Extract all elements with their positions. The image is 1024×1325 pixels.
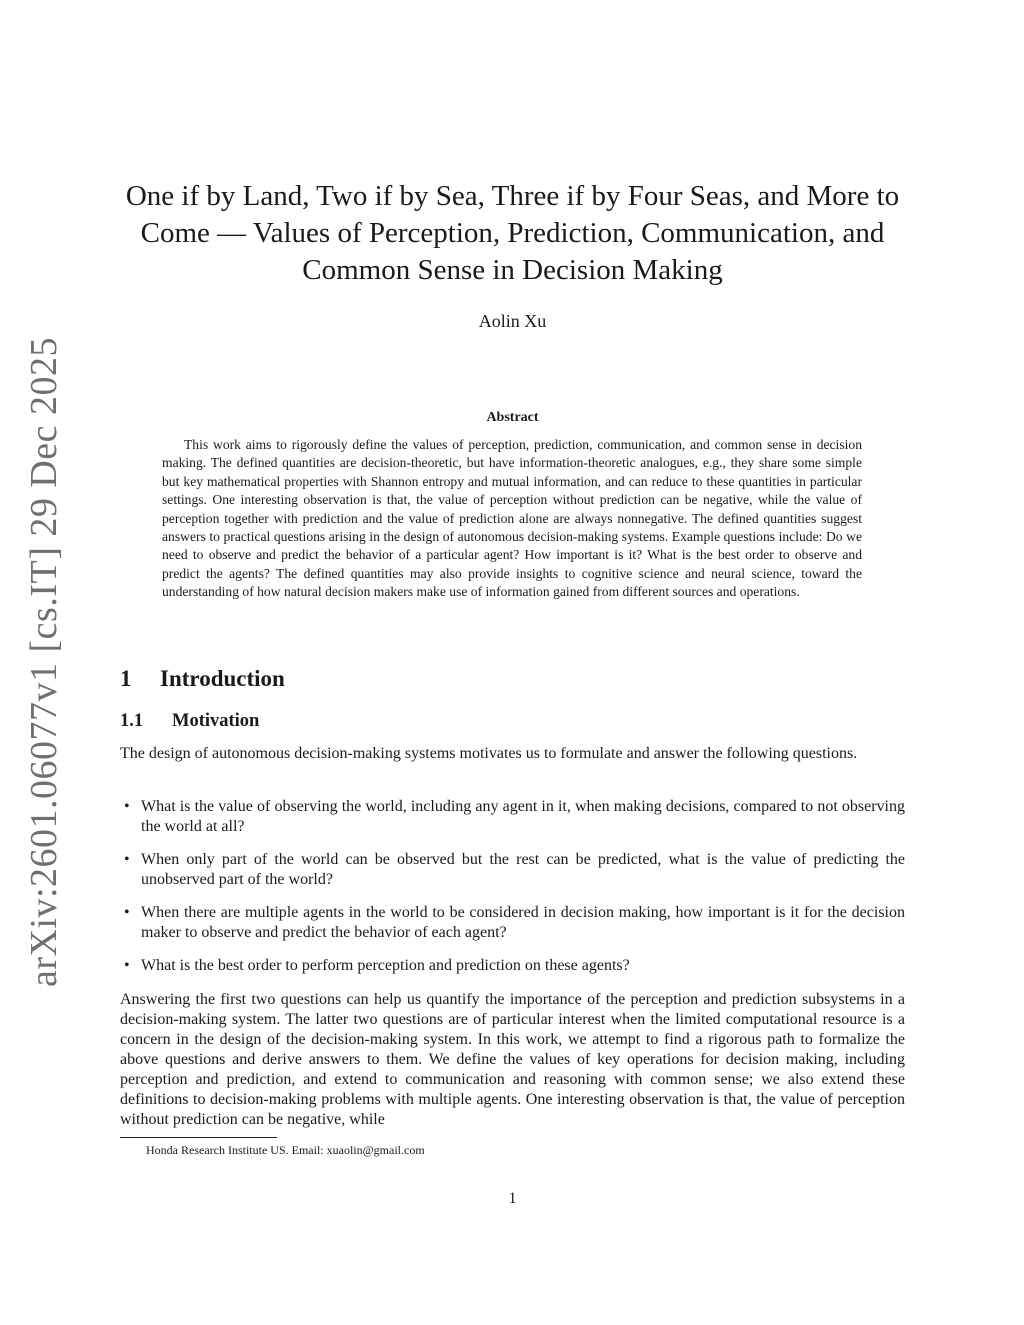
list-item-text: What is the value of observing the world, including any agent in it, when making decisions, compared to not observing the world at all? [141, 798, 905, 835]
section-title: Introduction [160, 666, 285, 691]
subsection-title: Motivation [172, 711, 260, 731]
list-item-text: What is the best order to perform perception and prediction on these agents? [141, 957, 630, 974]
list-item-text: When there are multiple agents in the world to be considered in decision making, how important is it for the decision maker to observe and predict the behavior of each agent? [141, 904, 905, 941]
list-item [120, 903, 905, 943]
bullet-icon: • [124, 851, 130, 868]
list-item [120, 956, 905, 976]
abstract-text: This work aims to rigorously define the values of perception, prediction, communication, and common sense in decision making. The defined quantities are decision-theoretic, but have information-theoretic analogues, e.g., they share some simple but key mathematical properties with Shannon entropy and mutual information, and can reduce to these quantities in particular settings. One interesting observation is that, the value of perception without prediction can be negative, while the value of perception together with prediction and the value of prediction alone are always nonnegative. The defined quantities suggest answers to practical questions arising in the design of autonomous decision-making systems. Example questions include: Do we need to observe and predict the behavior of a particular agent? How important is it? What is the best order to observe and predict the agents? The defined quantities may also provide insights to cognitive science and neural science, toward the understanding of how natural decision makers make use of information gained from different sources and operations. [162, 437, 862, 600]
list-item [120, 850, 905, 890]
footnote-divider [120, 1137, 277, 1138]
section-heading [120, 666, 285, 692]
bullet-icon: • [124, 957, 130, 974]
section-number: 1 [120, 666, 132, 691]
page-number: 1 [508, 1190, 517, 1207]
arxiv-identifier: arXiv:2601.06077v1 [cs.IT] 29 Dec 2025 [23, 336, 65, 988]
question-list [120, 797, 905, 989]
footnote: Honda Research Institute US. Email: xuaolin@gmail.com [146, 1143, 425, 1157]
list-item [120, 797, 905, 837]
author-name: Aolin Xu [478, 311, 547, 331]
bullet-icon: • [124, 904, 130, 921]
intro-paragraph: The design of autonomous decision-making systems motivates us to formulate and answer the following questions. [120, 745, 858, 762]
list-item-text: When only part of the world can be observed but the rest can be predicted, what is the value of predicting the unobserved part of the world? [141, 851, 905, 888]
abstract-heading: Abstract [486, 410, 539, 425]
paper-title: One if by Land, Two if by Sea, Three if by Four Seas, and More to Come — Values of Perception, Prediction, Communication, and Common Sense in Decision Making [125, 180, 900, 286]
subsection-heading [120, 711, 259, 732]
subsection-number: 1.1 [120, 711, 144, 731]
bullet-icon: • [124, 798, 130, 815]
answer-paragraph: Answering the first two questions can help us quantify the importance of the perception and prediction subsystems in a decision-making system. The latter two questions are of particular interest when the limited computational resource is a concern in the design of the decision-making system. In this work, we attempt to find a rigorous path to formalize the above questions and derive answers to them. We define the values of key operations for decision making, including perception and prediction, and extend to communication and reasoning with common sense; we also extend these definitions to decision-making problems with multiple agents. One interesting observation is that, the value of perception without prediction can be negative, while [120, 991, 905, 1128]
